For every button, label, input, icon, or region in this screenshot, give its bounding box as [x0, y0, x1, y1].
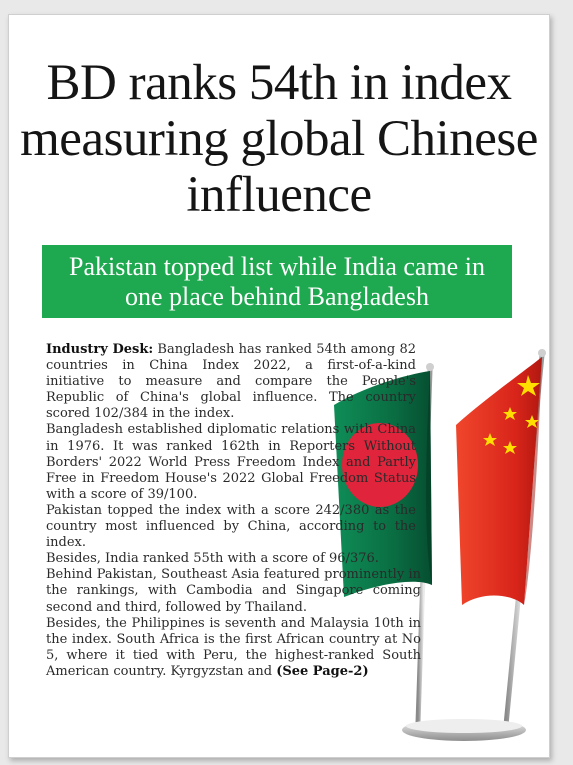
see-page-link: (See Page-2): [276, 663, 369, 679]
subheadline: Pakistan topped list while India came in one place behind Bangladesh: [69, 251, 485, 311]
subheadline-banner: [42, 245, 512, 318]
headline: BD ranks 54th in index measuring global Chinese influence: [20, 55, 538, 223]
article-body: [46, 342, 421, 680]
article-paragraph: Pakistan topped the index with a score 242/380 as the country most influenced by China, according to the index.: [46, 502, 416, 551]
china-flag: [456, 357, 542, 605]
article-paragraph: Besides, India ranked 55th with a score of 96/376.: [46, 551, 379, 567]
article-paragraph: Bangladesh established diplomatic relations with China in 1976. It was ranked 162th in Reporters Without Borders' 2022 World Press Freedom Index and Partly Free in Freedom House's 2022 Global Freedom Status with a score of 39/100.: [46, 422, 416, 502]
article-paragraph: Industry Desk: Bangladesh has ranked 54th among 82 countries in China Index 2022, a first-of-a-kind initiative to measure and compare the People's Republic of China's global influence. The country scored 102/384 in the index.: [46, 342, 416, 422]
newspaper-clipping: [8, 14, 550, 758]
article-paragraph: Behind Pakistan, Southeast Asia featured prominently in the rankings, with Cambodia and Singapore coming second and third, followed by Thailand.: [46, 567, 421, 615]
byline: Industry Desk:: [46, 342, 154, 357]
article-paragraph: Besides, the Philippines is seventh and Malaysia 10th in the index. South Africa is the first African country at No 5, where it tied with Peru, the highest-ranked South American country. Kyrgyzstan and (See Page-2): [46, 615, 421, 679]
